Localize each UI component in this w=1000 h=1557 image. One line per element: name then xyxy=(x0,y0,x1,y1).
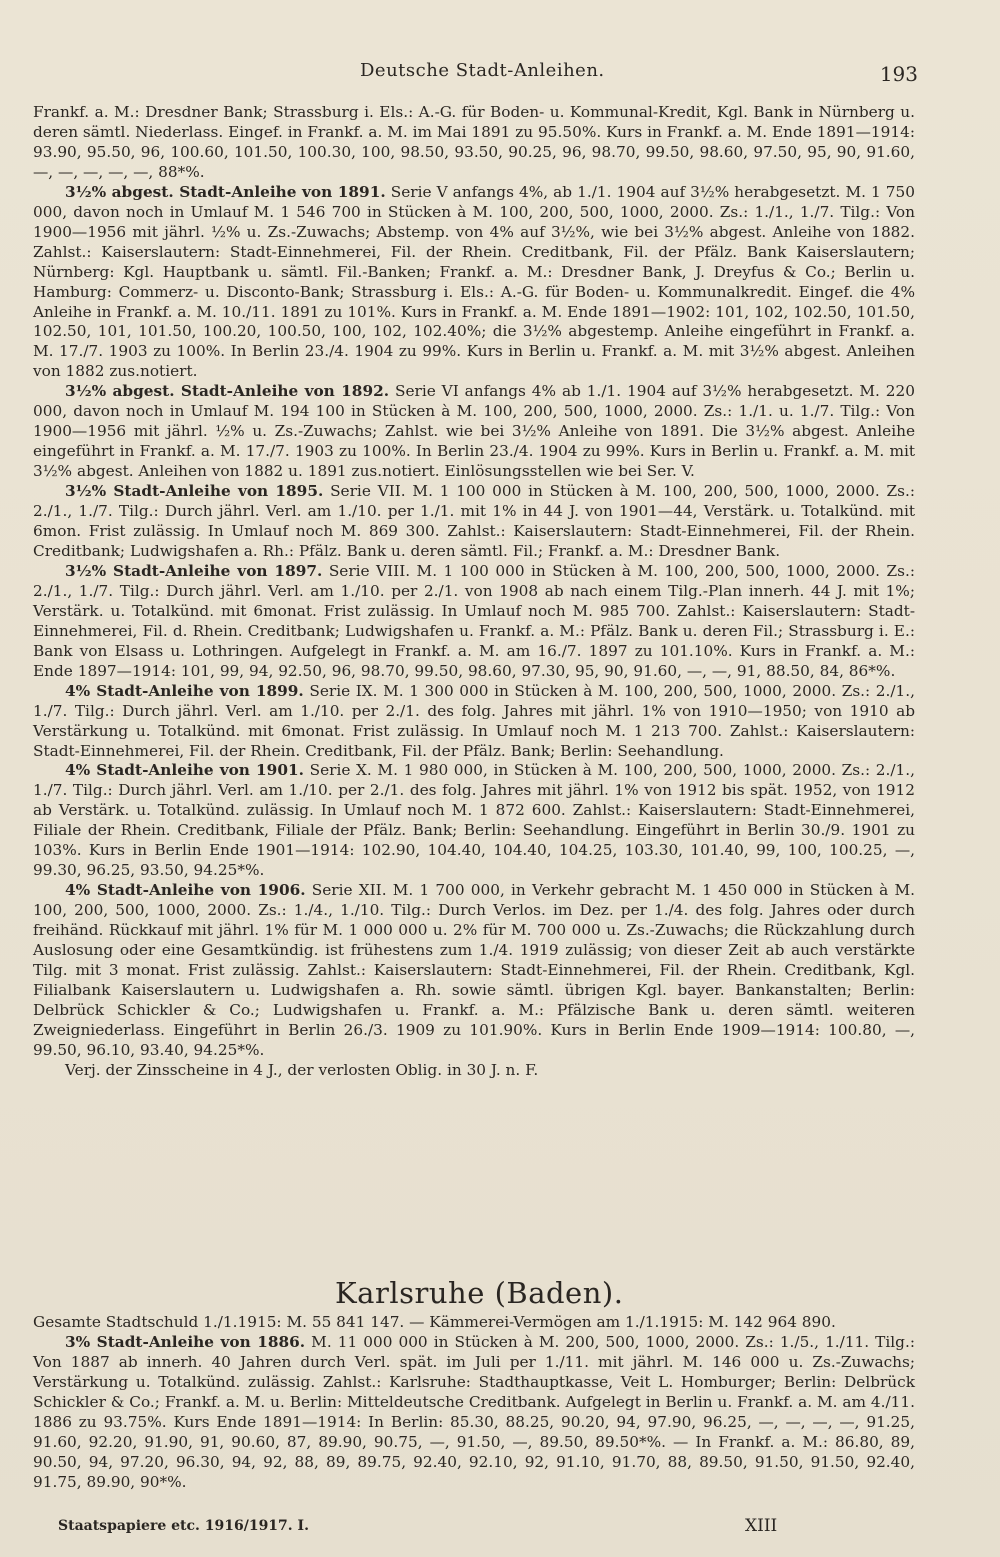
entry-text: Serie VII. M. 1 100 000 in Stücken à M. 100, 200, 500, 1000, 2000. Zs.: 2./1., 1./7. Tilg.: Durch jährl. Verl. am 1./10. per 1./1. mit 1% in 44 J. von 1901—44, Verstärk. u. Totalkünd. mit 6mon. Frist zulässig. In Umlauf noch M. 869 300. Zahlst.: Kaiserslautern: Stadt-Einnehmerei, Fil. der Rhein. Creditbank; Ludwigshafen a. Rh.: Pfälz. Bank u. deren sämtl. Fil.; Frankf. a. M.: Dresdner Bank. xyxy=(33,482,915,560)
entry-paragraph xyxy=(33,482,915,562)
entry-paragraph xyxy=(33,1333,915,1493)
entry-text: Serie X. M. 1 980 000, in Stücken à M. 100, 200, 500, 1000, 2000. Zs.: 2./1., 1./7. Tilg.: Durch jährl. Verl. am 1./10. per 2./1. des folg. Jahres mit jährl. 1% von 1912 bis spät. 1952, von 1912 ab Verstärk. u. Totalkünd. zulässig. In Umlauf noch M. 1 872 600. Zahlst.: Kaiserslautern: Stadt-Einnehmerei, Filiale der Rhein. Creditbank, Filiale der Pfälz. Bank; Berlin: Seehandlung. Eingeführt in Berlin 30./9. 1901 zu 103%. Kurs in Berlin Ende 1901—1914: 102.90, 104.40, 104.40, 104.25, 103.30, 101.40, 99, 100, 100.25, —, 99.30, 96.25, 93.50, 94.25*%. xyxy=(33,761,915,880)
intro-paragraph: Frankf. a. M.: Dresdner Bank; Strassburg i. Els.: A.-G. für Boden- u. Kommunal-Kredit, Kgl. Bank in Nürnberg u. deren sämtl. Niederlass. Eingef. in Frankf. a. M. im Mai 1891 zu 95.50%. Kurs in Frankf. a. M. Ende 1891—1914: 93.90, 95.50, 96, 100.60, 101.50, 100.30, 100, 98.50, 93.50, 90.25, 96, 98.70, 99.50, 98.60, 97.50, 95, 90, 91.60, —, —, —, —, —, 88*%. xyxy=(33,103,915,181)
entry-title: 4% Stadt-Anleihe von 1901. xyxy=(65,761,304,780)
entry-paragraph xyxy=(33,682,915,762)
entry-title: 3½% Stadt-Anleihe von 1895. xyxy=(65,482,324,501)
entry-paragraph xyxy=(33,761,915,881)
entry-title: 4% Stadt-Anleihe von 1899. xyxy=(65,681,304,700)
entry-text: Serie IX. M. 1 300 000 in Stücken à M. 100, 200, 500, 1000, 2000. Zs.: 2./1., 1./7. Tilg.: Durch jährl. Verl. am 1./10. per 2./1. des folg. Jahres mit jährl. 1% von 1910—1950; von 1910 ab Verstärkung u. Totalkünd. mit 6monat. Frist zulässig. In Umlauf noch M. 1 213 700. Zahlst.: Kaiserslautern: Stadt-Einnehmerei, Fil. der Rhein. Creditbank, Fil. der Pfälz. Bank; Berlin: Seehandlung. xyxy=(33,681,915,760)
page-number: 193 xyxy=(879,62,918,86)
entry-text: Serie VIII. M. 1 100 000 in Stücken à M. 100, 200, 500, 1000, 2000. Zs.: 2./1., 1./7. Tilg.: Durch jährl. Verl. am 1./10. per 2./1. von 1908 ab nach einem Tilg.-Plan innerh. 44 J. mit 1%; Verstärk. u. Totalkünd. mit 6monat. Frist zulässig. In Umlauf noch M. 985 700. Zahlst.: Kaiserslautern: Stadt-Einnehmerei, Fil. d. Rhein. Creditbank; Ludwigshafen u. Frankf. a. M.: Pfälz. Bank u. deren Fil.; Strassburg i. E.: Bank von Elsass u. Lothringen. Aufgelegt in Frankf. a. M. am 16./7. 1897 zu 101.10%. Kurs in Frankf. a. M.: Ende 1897—1914: 101, 99, 94, 92.50, 96, 98.70, 99.50, 98.60, 97.30, 95, 90, 91.60, —, —, 91, 88.50, 84, 86*%. xyxy=(33,561,915,680)
page-footer xyxy=(0,1518,1000,1542)
entry-title: 4% Stadt-Anleihe von 1906. xyxy=(65,881,306,900)
entry-paragraph xyxy=(33,881,915,1061)
entry-paragraph xyxy=(33,183,915,383)
entry-text: Serie VI anfangs 4% ab 1./1. 1904 auf 3½% herabgesetzt. M. 220 000, davon noch in Umlauf M. 194 100 in Stücken à M. 100, 200, 500, 1000, 2000. Zs.: 1./1. u. 1./7. Tilg.: Von 1900—1956 mit jährl. ½% u. Zs.-Zuwachs; Zahlst. wie bei 3½% Anleihe von 1891. Die 3½% abgest. Anleihe eingeführt in Frankf. a. M. 17./7. 1903 zu 100%. In Berlin 23./4. 1904 zu 99%. Kurs in Berlin u. Frankf. a. M. mit 3½% abgest. Anleihen von 1882 u. 1891 zus.notiert. Einlösungsstellen wie bei Ser. V. xyxy=(33,382,915,481)
closing-note: Verj. der Zinsscheine in 4 J., der verlosten Oblig. in 30 J. n. F. xyxy=(65,1060,539,1079)
karlsruhe-text xyxy=(33,1313,915,1493)
running-title: Deutsche Stadt-Anleihen. xyxy=(360,60,605,81)
entry-paragraph xyxy=(33,382,915,482)
city-heading: Karlsruhe (Baden). xyxy=(335,1276,624,1310)
sheet-number: XIII xyxy=(745,1516,778,1536)
entry-title: 3½% abgest. Stadt-Anleihe von 1892. xyxy=(65,382,390,401)
entry-text: Serie XII. M. 1 700 000, in Verkehr gebracht M. 1 450 000 in Stücken à M. 100, 200, 500, 1000, 2000. Zs.: 1./4., 1./10. Tilg.: Durch Verlos. im Dez. per 1./4. des folg. Jahres oder durch freihänd. Rückkauf mit jährl. 1% für M. 1 000 000 u. 2% für M. 700 000 u. Zs.-Zuwachs; die Rückzahlung durch Auslosung oder eine Gesamtkündig. ist frühestens zum 1./4. 1919 zulässig; von dieser Zeit ab auch verstärkte Tilg. mit 3 monat. Frist zulässig. Zahlst.: Kaiserslautern: Stadt-Einnehmerei, Fil. der Rhein. Creditbank, Kgl. Filialbank Kaiserslautern u. Ludwigshafen a. Rh. sowie sämtl. übrigen Kgl. bayer. Bankanstalten; Berlin: Delbrück Schickler & Co.; Ludwigshafen u. Frankf. a. M.: Pfälzische Bank u. deren sämtl. weiteren Zweigniederlass. Eingeführt in Berlin 26./3. 1909 zu 101.90%. Kurs in Berlin Ende 1909—1914: 100.80, —, 99.50, 96.10, 93.40, 94.25*%. xyxy=(33,881,915,1059)
footer-signature: Staatspapiere etc. 1916/1917. I. xyxy=(58,1518,309,1534)
page-header xyxy=(0,60,1000,90)
entry-paragraph xyxy=(33,562,915,682)
entry-text: Serie V anfangs 4%, ab 1./1. 1904 auf 3½% herabgesetzt. M. 1 750 000, davon noch in Umlauf M. 1 546 700 in Stücken à M. 100, 200, 500, 1000, 2000. Zs.: 1./1., 1./7. Tilg.: Von 1900—1956 mit jährl. ½% u. Zs.-Zuwachs; Abstemp. von 4% auf 3½%, wie bei 3½% abgest. Anleihe von 1882. Zahlst.: Kaiserslautern: Stadt-Einnehmerei, Fil. der Rhein. Creditbank, Fil. der Pfälz. Bank Kaiserslautern; Nürnberg: Kgl. Hauptbank u. sämtl. Fil.-Banken; Frankf. a. M.: Dresdner Bank, J. Dreyfus & Co.; Berlin u. Hamburg: Commerz- u. Disconto-Bank; Strassburg i. Els.: A.-G. für Boden- u. Kommunalkredit. Eingef. die 4% Anleihe in Frankf. a. M. 10./11. 1891 zu 101%. Kurs in Frankf. a. M. Ende 1891—1902: 101, 102, 102.50, 101.50, 102.50, 101, 101.50, 100.20, 100.50, 100, 102, 102.40%; die 3½% abgestemp. Anleihe eingeführt in Frankf. a. M. 17./7. 1903 zu 100%. In Berlin 23./4. 1904 zu 99%. Kurs in Berlin u. Frankf. a. M. mit 3½% abgest. Anleihen von 1882 zus.notiert. xyxy=(33,182,915,381)
entry-title: 3% Stadt-Anleihe von 1886. xyxy=(65,1332,306,1351)
main-text xyxy=(33,103,915,1081)
debt-summary: Gesamte Stadtschuld 1./1.1915: M. 55 841 147. — Kämmerei-Vermögen am 1./1.1915: M. 142 964 890. xyxy=(33,1313,836,1331)
entry-title: 3½% abgest. Stadt-Anleihe von 1891. xyxy=(65,182,386,201)
entry-text: M. 11 000 000 in Stücken à M. 200, 500, 1000, 2000. Zs.: 1./5., 1./11. Tilg.: Von 1887 ab innerh. 40 Jahren durch Verl. spät. im Juli per 1./11. mit jährl. M. 146 000 u. Zs.-Zuwachs; Verstärkung u. Totalkünd. zulässig. Zahlst.: Karlsruhe: Stadthauptkasse, Veit L. Homburger; Berlin: Delbrück Schickler & Co.; Frankf. a. M. u. Berlin: Mitteldeutsche Creditbank. Aufgelegt in Berlin u. Frankf. a. M. am 4./11. 1886 zu 93.75%. Kurs Ende 1891—1914: In Berlin: 85.30, 88.25, 90.20, 94, 97.90, 96.25, —, —, —, —, 91.25, 91.60, 92.20, 91.90, 91, 90.60, 87, 89.90, 90.75, —, 91.50, —, 89.50, 89.50*%. — In Frankf. a. M.: 86.80, 89, 90.50, 94, 97.20, 96.30, 94, 92, 88, 89, 89.75, 92.40, 92.10, 92, 91.10, 91.70, 88, 89.50, 91.50, 91.50, 92.40, 91.75, 89.90, 90*%. xyxy=(33,1332,915,1491)
entry-title: 3½% Stadt-Anleihe von 1897. xyxy=(65,561,323,580)
